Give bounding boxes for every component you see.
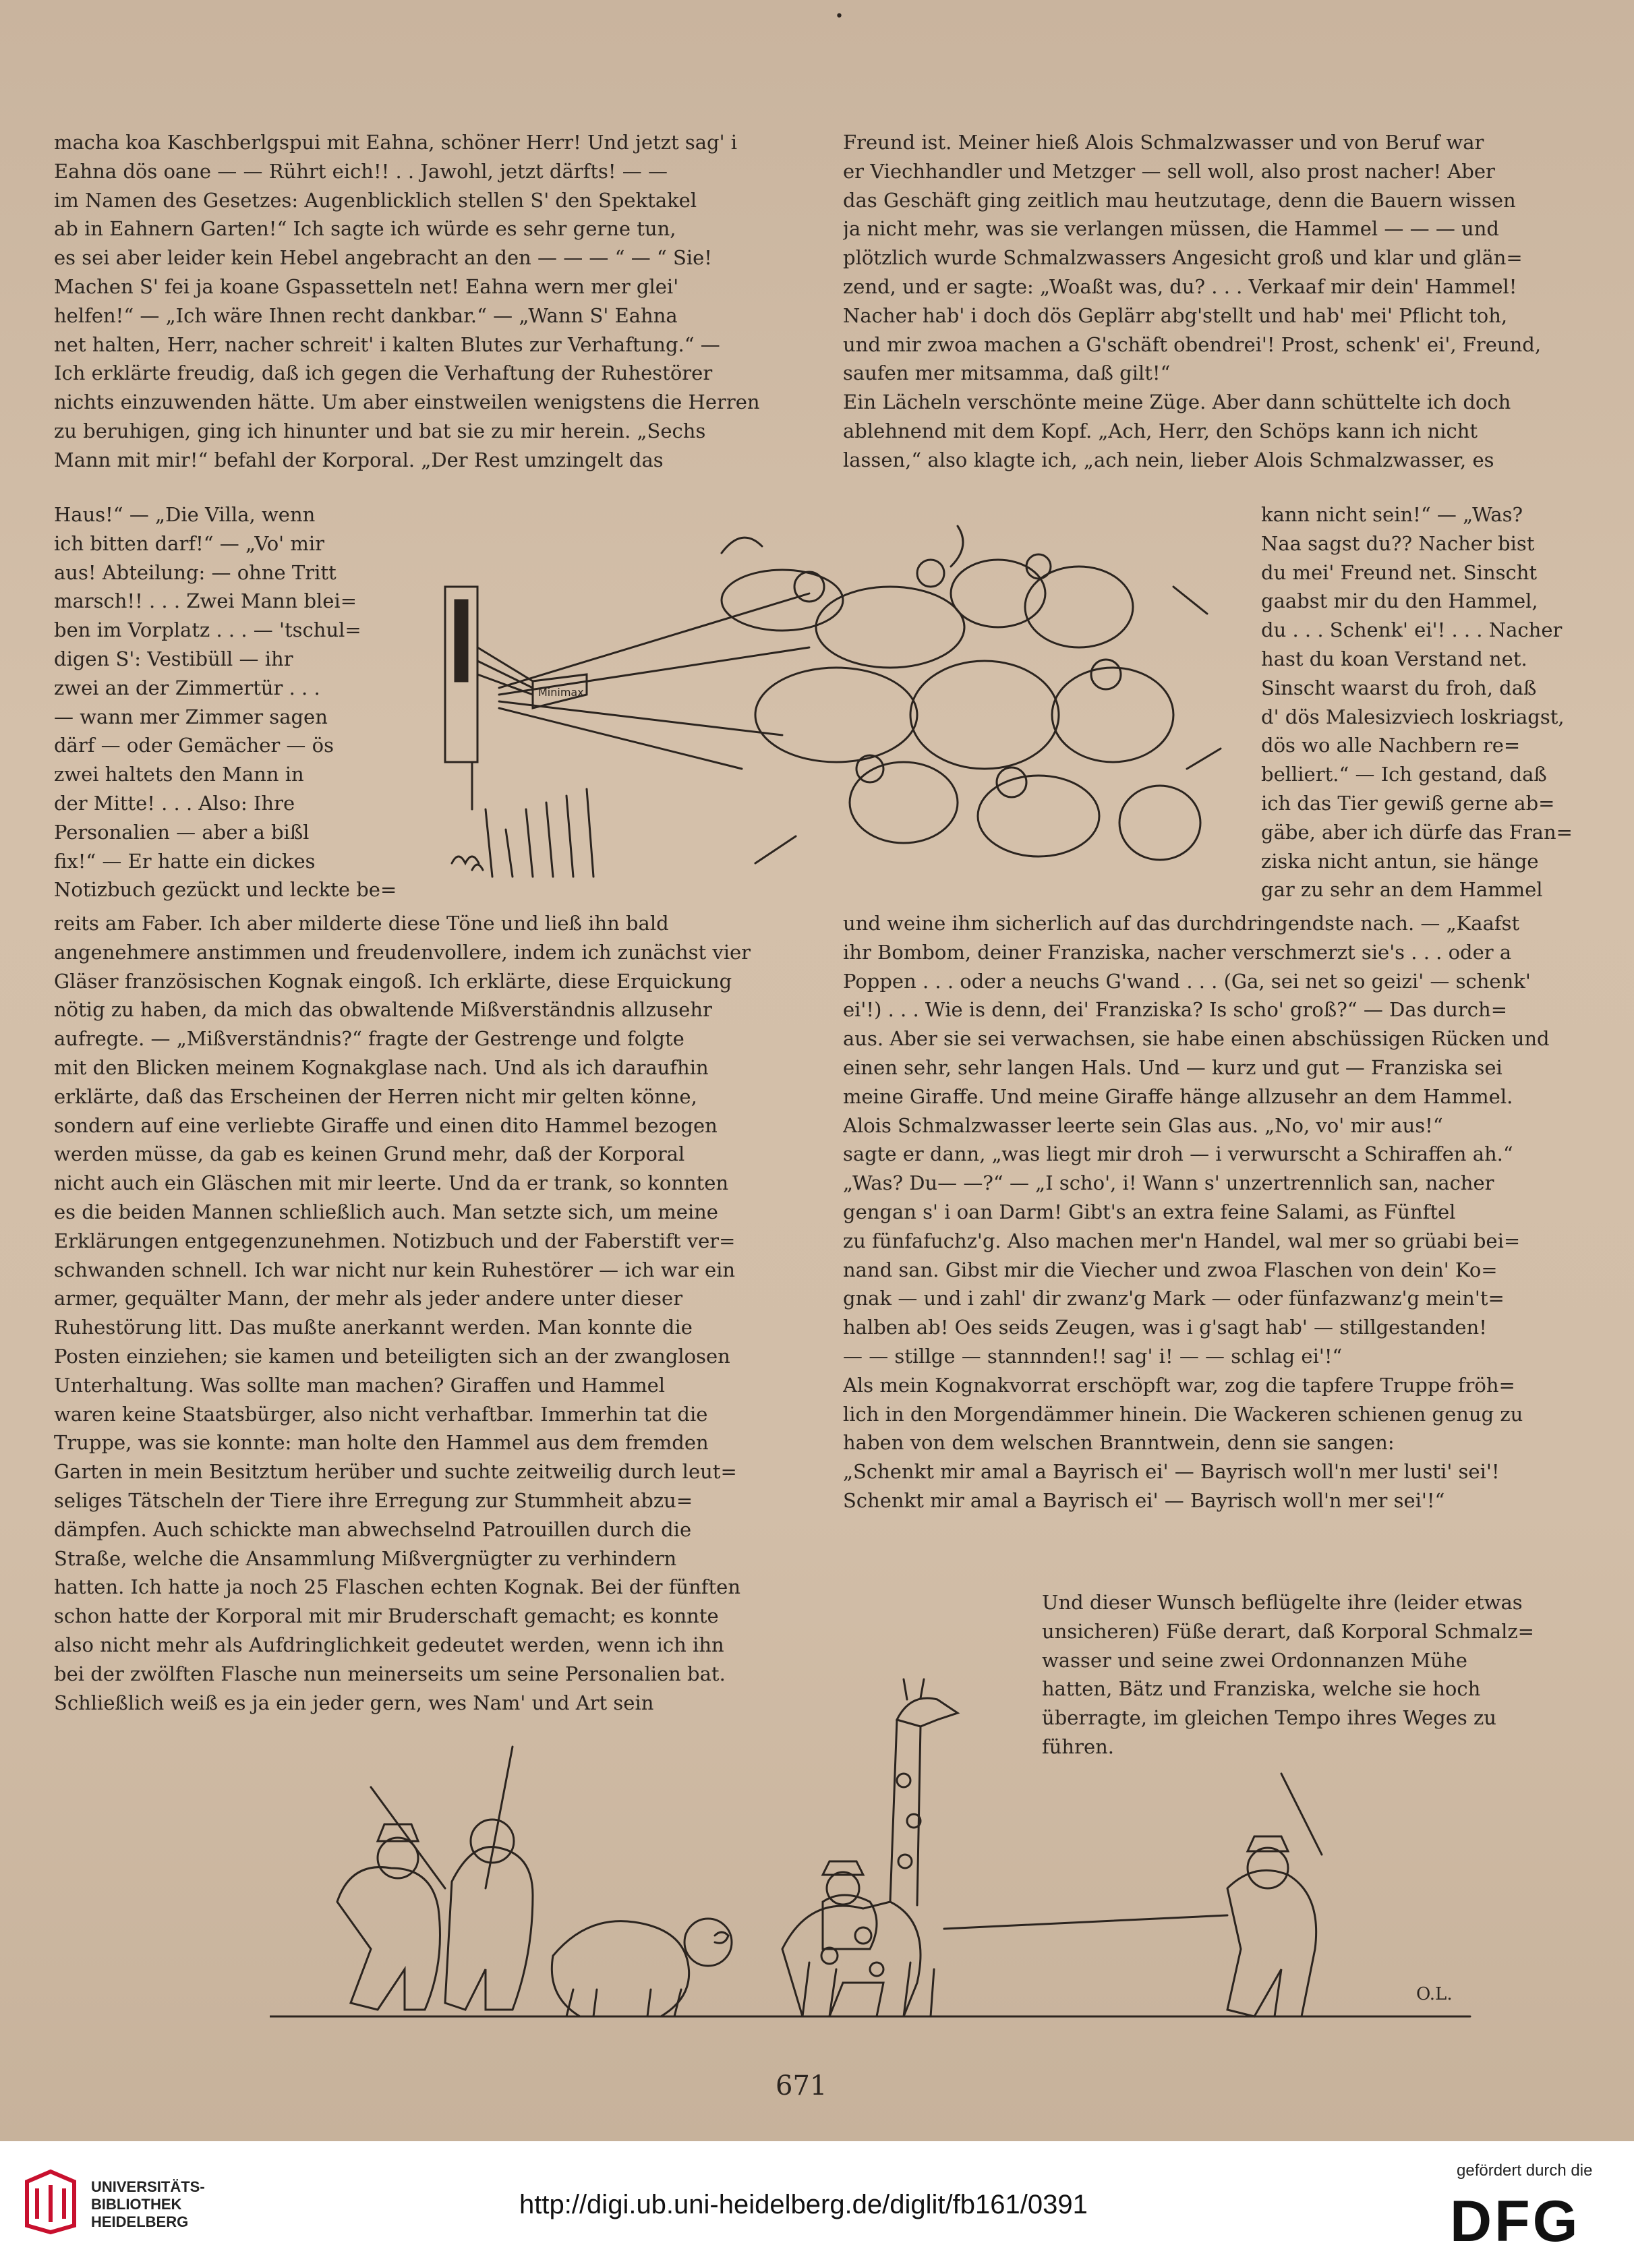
text-line: Naa sagst du?? Nacher bist — [1261, 531, 1535, 555]
text-line: Nacher hab' i doch dös Geplärr abg'stellt und hab' mei' Pflicht toh, — [843, 303, 1508, 327]
text-line: du mei' Freund net. Sinscht — [1261, 560, 1538, 584]
text-line: hatten, Bätz und Franziska, welche sie hoch — [1042, 1677, 1481, 1701]
text-line: gengan s' i oan Darm! Gibt's an extra feine Salami, as Fünftel — [843, 1200, 1456, 1223]
text-line: und mir zwoa machen a G'schäft obendrei'! Prost, schenk' ei', Freund, — [843, 332, 1542, 356]
giraffe-head — [897, 1698, 958, 1726]
text-line: Posten einziehen; sie kamen und beteiligten sich an der zwanglosen — [54, 1344, 730, 1368]
text-line: „Was? Du— —?“ — „I scho', i! Wann s' unzertrennlich san, nacher — [843, 1171, 1494, 1195]
text-line: — wann mer Zimmer sagen — [54, 705, 328, 728]
text-line: schwanden schnell. Ich war nicht nur kein Ruhestörer — ich war ein — [54, 1258, 736, 1281]
text-line: mit den Blicken meinem Kognakglase nach. Und als ich daraufhin — [54, 1055, 709, 1079]
library-name-line1: UNIVERSITÄTS- — [91, 2178, 205, 2195]
illustration-extinguisher-scene — [432, 513, 1234, 890]
text-line: armer, gequälter Mann, der mehr als jeder andere unter dieser — [54, 1287, 683, 1310]
text-line: Garten in mein Besitztum herüber und suchte zeitweilig durch leut= — [54, 1460, 737, 1484]
right-column-top — [843, 128, 1597, 475]
text-line: du . . . Schenk' ei'! . . . Nacher — [1261, 618, 1563, 642]
right-column-narrow — [1261, 500, 1597, 904]
text-line: net halten, Herr, nacher schreit' i kalten Blutes zur Verhaftung.“ — — [54, 332, 720, 356]
text-line: führen. — [1042, 1735, 1115, 1758]
rifle-left — [371, 1787, 445, 1888]
university-library-logo-icon — [20, 2168, 81, 2236]
text-line: macha koa Kaschberlgspui mit Eahna, schöner Herr! Und jetzt sag' i — [54, 131, 738, 154]
text-line: Ein Lächeln verschönte meine Züge. Aber dann schüttelte ich doch — [843, 390, 1511, 414]
text-line: meine Giraffe. Und meine Giraffe hänge allzusehr an dem Hammel. — [843, 1084, 1513, 1108]
text-line: därf — oder Gemächer — ös — [54, 734, 334, 757]
text-line: Und dieser Wunsch beflügelte ihre (leider etwas — [1042, 1591, 1523, 1614]
top-mark: • — [835, 8, 844, 25]
text-line: Machen S' fei ja koane Gspassetteln net! Eahna wern mer glei' — [54, 274, 679, 298]
text-line: hast du koan Verstand net. — [1261, 647, 1527, 670]
text-line: angenehmere anstimmen und freudenvollere, indem ich zunächst vier — [54, 940, 751, 964]
funded-by-label: gefördert durch die — [1457, 2161, 1593, 2180]
text-line: ziska nicht antun, sie hänge — [1261, 849, 1539, 873]
text-line: gnak — und i zahl' dir zwanz'g Mark — oder fünfazwanz'g mein't= — [843, 1287, 1505, 1310]
footer-bar — [0, 2141, 1634, 2268]
text-line: der Mitte! . . . Also: Ihre — [54, 791, 295, 815]
text-line: sondern auf eine verliebte Giraffe und einen dito Hammel bezogen — [54, 1113, 718, 1137]
text-line: das Geschäft ging zeitlich mau heutzutage, denn die Bauern wissen — [843, 188, 1516, 212]
text-line: zend, und er sagte: „Woaßt was, du? . . . Verkaaf mir dein' Hammel! — [843, 274, 1517, 298]
library-name — [91, 2178, 205, 2231]
text-line: Personalien — aber a bißl — [54, 820, 310, 844]
text-line: Gläser französischen Kognak eingoß. Ich erklärte, diese Erquickung — [54, 969, 732, 993]
text-line: ben im Vorplatz . . . — 'tschul= — [54, 618, 361, 642]
text-line: nicht auch ein Gläschen mit mir leerte. Und da er trank, so konnten — [54, 1171, 729, 1195]
text-line: gaabst mir du den Hammel, — [1261, 589, 1538, 613]
text-line: zu fünfafuchz'g. Also machen mer'n Handel, wal mer so grüabi bei= — [843, 1229, 1521, 1252]
text-line: Straße, welche die Ansammlung Mißvergnügter zu verhindern — [54, 1546, 677, 1570]
text-line: Alois Schmalzwasser leerte sein Glas aus. „No, vo' mir aus!“ — [843, 1113, 1443, 1137]
giraffe-neck — [890, 1720, 897, 1902]
text-line: wasser und seine zwei Ordonnanzen Mühe — [1042, 1648, 1467, 1672]
leash — [944, 1915, 1227, 1929]
text-line: lich in den Morgendämmer hinein. Die Wackeren schienen genug zu — [843, 1402, 1523, 1426]
text-line: halben ab! Oes seids Zeugen, was i g'sagt hab' — stillgestanden! — [843, 1316, 1487, 1339]
artist-signature: O.L. — [1416, 1984, 1453, 2004]
man-right — [1227, 1870, 1316, 2016]
text-line: schon hatte der Korporal mit mir Bruderschaft gemacht; es konnte — [54, 1604, 719, 1628]
text-line: es die beiden Mannen schließlich auch. Man setzte sich, um meine — [54, 1200, 718, 1223]
text-line: digen S': Vestibüll — ihr — [54, 647, 293, 670]
text-line: seliges Tätscheln der Tiere ihre Erregung zur Stummheit abzu= — [54, 1488, 693, 1512]
text-line: Unterhaltung. Was sollte man machen? Giraffen und Hammel — [54, 1373, 666, 1397]
dfg-logo: DFG — [1450, 2189, 1581, 2254]
text-line: nichts einzuwenden hätte. Um aber einstweilen wenigstens die Herren — [54, 390, 760, 414]
library-name-line2: BIBLIOTHEK — [91, 2196, 182, 2213]
text-line: Ich erklärte freudig, daß ich gegen die Verhaftung der Ruhestörer — [54, 361, 713, 385]
text-line: gäbe, aber ich dürfe das Fran= — [1261, 820, 1573, 844]
text-line: im Namen des Gesetzes: Augenblicklich stellen S' den Spektakel — [54, 188, 697, 212]
text-line: zwei an der Zimmertür . . . — [54, 676, 320, 699]
text-line: unsicheren) Füße derart, daß Korporal Schmalz= — [1042, 1619, 1534, 1643]
text-line: Als mein Kognakvorrat erschöpft war, zog die tapfere Truppe fröh= — [843, 1373, 1515, 1397]
text-line: dös wo alle Nachbern re= — [1261, 734, 1521, 757]
text-line: bei der zwölften Flasche nun meinerseits um seine Personalien bat. — [54, 1662, 726, 1685]
text-line: ja nicht mehr, was sie verlangen müssen, die Hammel — — — und — [843, 217, 1499, 241]
text-line: zwei haltets den Mann in — [54, 763, 304, 786]
text-line: kann nicht sein!“ — „Was? — [1261, 503, 1523, 526]
library-name-line3: HEIDELBERG — [91, 2213, 189, 2230]
text-line: Eahna dös oane — — Rührt eich!! . . Jawohl, jetzt därfts! — — — [54, 159, 668, 183]
text-line: erklärte, daß das Erscheinen der Herren nicht mir gelten könne, — [54, 1084, 697, 1108]
text-line: ich bitten darf!“ — „Vo' mir — [54, 531, 324, 555]
right-column-middle — [843, 909, 1597, 1515]
text-line: aufregte. — „Mißverständnis?“ fragte der Gestrenge und folgte — [54, 1027, 684, 1051]
text-line: Sinscht waarst du froh, daß — [1261, 676, 1537, 699]
text-line: haben von dem welschen Branntwein, denn sie sangen: — [843, 1431, 1395, 1455]
text-line: ablehnend mit dem Kopf. „Ach, Herr, den Schöps kann ich nicht — [843, 419, 1478, 442]
text-line: ab in Eahnern Garten!“ Ich sagte ich würde es sehr gerne tun, — [54, 217, 676, 241]
text-line: gar zu sehr an dem Hammel — [1261, 878, 1543, 902]
text-line: Notizbuch gezückt und leckte be= — [54, 878, 397, 902]
text-line: Poppen . . . oder a neuchs G'wand . . . (Ga, sei net so geizi' — schenk' — [843, 969, 1531, 993]
text-line: aus. Aber sie sei verwachsen, sie habe einen abschüssigen Rücken und — [843, 1027, 1550, 1051]
text-line: also nicht mehr als Aufdringlichkeit gedeutet werden, wenn ich ihn — [54, 1633, 724, 1656]
text-line: „Schenkt mir amal a Bayrisch ei' — Bayrisch woll'n mer lusti' sei'! — [843, 1460, 1500, 1484]
text-line: Haus!“ — „Die Villa, wenn — [54, 503, 316, 526]
text-line: ihr Bombom, deiner Franziska, nacher verschmerzt sie's . . . oder a — [843, 940, 1512, 964]
text-line: Erklärungen entgegenzunehmen. Notizbuch und der Faberstift ver= — [54, 1229, 736, 1252]
text-line: saufen mer mitsamma, daß gilt!“ — [843, 361, 1171, 385]
text-line: dämpfen. Auch schickte man abwechselnd Patrouillen durch die — [54, 1517, 692, 1541]
text-line: hatten. Ich hatte ja noch 25 Flaschen echten Kognak. Bei der fünften — [54, 1575, 741, 1599]
text-line: zu beruhigen, ging ich hinunter und bat sie zu mir herein. „Sechs — [54, 419, 706, 442]
sheep — [552, 1921, 689, 2016]
text-line: überragte, im gleichen Tempo ihres Weges zu — [1042, 1706, 1496, 1730]
rifle-right — [1281, 1774, 1322, 1855]
left-column-narrow — [54, 500, 411, 904]
text-line: werden müsse, da gab es keinen Grund mehr, daß der Korporal — [54, 1142, 685, 1166]
sign-text: Minimax — [538, 686, 584, 699]
text-line: helfen!“ — „Ich wäre Ihnen recht dankbar.“ — „Wann S' Eahna — [54, 303, 678, 327]
text-line: Schenkt mir amal a Bayrisch ei' — Bayrisch woll'n mer sei'!“ — [843, 1488, 1445, 1512]
illustration-procession — [270, 1666, 1490, 2043]
text-line: belliert.“ — Ich gestand, daß — [1261, 763, 1547, 786]
text-line: Mann mit mir!“ befahl der Korporal. „Der Rest umzingelt das — [54, 448, 664, 471]
text-line: fix!“ — Er hatte ein dickes — [54, 849, 316, 873]
text-line: nand san. Gibst mir die Viecher und zwoa Flaschen von dein' Ko= — [843, 1258, 1498, 1281]
text-line: Ruhestörung litt. Das mußte anerkannt werden. Man konnte die — [54, 1316, 693, 1339]
text-line: es sei aber leider kein Hebel angebracht an den — — — “ — “ Sie! — [54, 246, 712, 270]
text-line: — — stillge — stannnden!! sag' i! — — schlag ei'!“ — [843, 1344, 1343, 1368]
page-number: 671 — [776, 2070, 827, 2101]
text-line: aus! Abteilung: — ohne Tritt — [54, 560, 337, 584]
text-line: nötig zu haben, da mich das obwaltende Mißverständnis allzusehr — [54, 998, 712, 1022]
text-line: reits am Faber. Ich aber milderte diese Töne und ließ ihn bald — [54, 912, 669, 935]
text-line: einen sehr, sehr langen Hals. Und — kurz und gut — Franziska sei — [843, 1055, 1502, 1079]
text-line: ei'!) . . . Wie is denn, dei' Franziska? Is scho' groß?“ — Das durch= — [843, 998, 1507, 1022]
permalink-url[interactable]: http://digi.ub.uni-heidelberg.de/diglit/fb161/0391 — [519, 2190, 1088, 2219]
left-column-bottom — [54, 909, 803, 1717]
text-line: lassen,“ also klagte ich, „ach nein, lieber Alois Schmalzwasser, es — [843, 448, 1494, 471]
man-left — [337, 1867, 440, 2010]
text-line: sagte er dann, „was liegt mir droh — i verwurscht a Schiraffen ah.“ — [843, 1142, 1513, 1166]
text-line: Freund ist. Meiner hieß Alois Schmalzwasser und von Beruf war — [843, 131, 1484, 154]
left-column-top — [54, 128, 803, 475]
text-line: Schließlich weiß es ja ein jeder gern, wes Nam' und Art sein — [54, 1691, 654, 1714]
text-line: Truppe, was sie konnte: man holte den Hammel aus dem fremden — [54, 1431, 709, 1455]
giraffe-body — [782, 1902, 921, 2016]
text-line: waren keine Staatsbürger, also nicht verhaftbar. Immerhin tat die — [54, 1402, 708, 1426]
text-line: und weine ihm sicherlich auf das durchdringendste nach. — „Kaafst — [843, 912, 1520, 935]
text-line: d' dös Malesizviech loskriagst, — [1261, 705, 1565, 728]
text-line: plötzlich wurde Schmalzwassers Angesicht groß und klar und glän= — [843, 246, 1523, 270]
text-line: er Viechhandler und Metzger — sell woll, also prost nacher! Aber — [843, 159, 1495, 183]
text-line: ich das Tier gewiß gerne ab= — [1261, 791, 1555, 815]
text-line: marsch!! . . . Zwei Mann blei= — [54, 589, 357, 613]
